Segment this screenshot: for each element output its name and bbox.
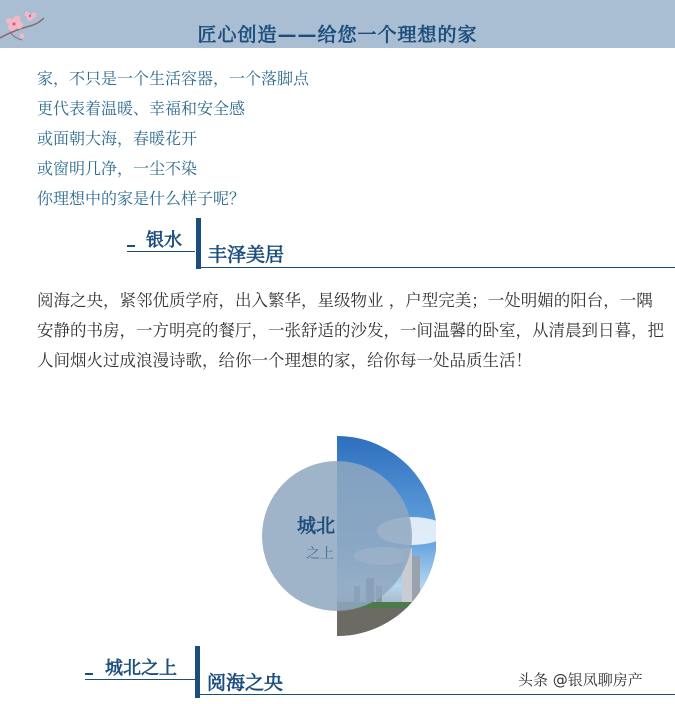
header-banner xyxy=(0,0,675,48)
section-left-label: 城北之上 xyxy=(105,658,177,679)
poem-line: 你理想中的家是什么样子呢？ xyxy=(37,189,246,208)
section-right-label: 阅海之央 xyxy=(207,672,284,694)
section-left-label: 银水 xyxy=(146,230,182,251)
poem-line: 或面朝大海，春暖花开 xyxy=(37,129,198,148)
heading-underline xyxy=(200,694,675,695)
heading-bar xyxy=(196,218,201,269)
poem-line: 更代表着温暖、幸福和安全感 xyxy=(37,99,246,118)
section-heading-1 xyxy=(0,218,675,274)
heading-bar xyxy=(195,646,200,698)
intro-poem xyxy=(37,64,309,214)
heading-dash xyxy=(85,673,93,675)
poem-line: 家，不只是一个生活容器，一个落脚点 xyxy=(37,69,310,88)
city-photo-circle xyxy=(262,436,436,636)
heading-underline-left xyxy=(127,251,195,252)
heading-underline-left xyxy=(85,679,195,680)
watermark: 头条 @银凤聊房产 xyxy=(518,671,643,689)
heading-dash xyxy=(127,245,135,247)
page-title: 匠心创造——给您一个理想的家 xyxy=(197,24,478,46)
figure-title: 城北 xyxy=(296,515,336,537)
heading-underline xyxy=(201,267,675,268)
figure-subtitle: 之上 xyxy=(306,546,334,562)
poem-line: 或窗明几净，一尘不染 xyxy=(37,159,198,178)
body-paragraph: 阅海之央，紧邻优质学府，出入繁华，星级物业 ，户型完美；一处明媚的阳台，一隅安静的书房，一方明亮的餐厅，一张舒适的沙发，一间温馨的卧室，从清晨到日暮，把人间烟火过成浪漫诗歌，给你一个理想的家，给你每一处品质生活！ xyxy=(37,291,664,370)
section-right-label: 丰泽美居 xyxy=(208,244,285,266)
